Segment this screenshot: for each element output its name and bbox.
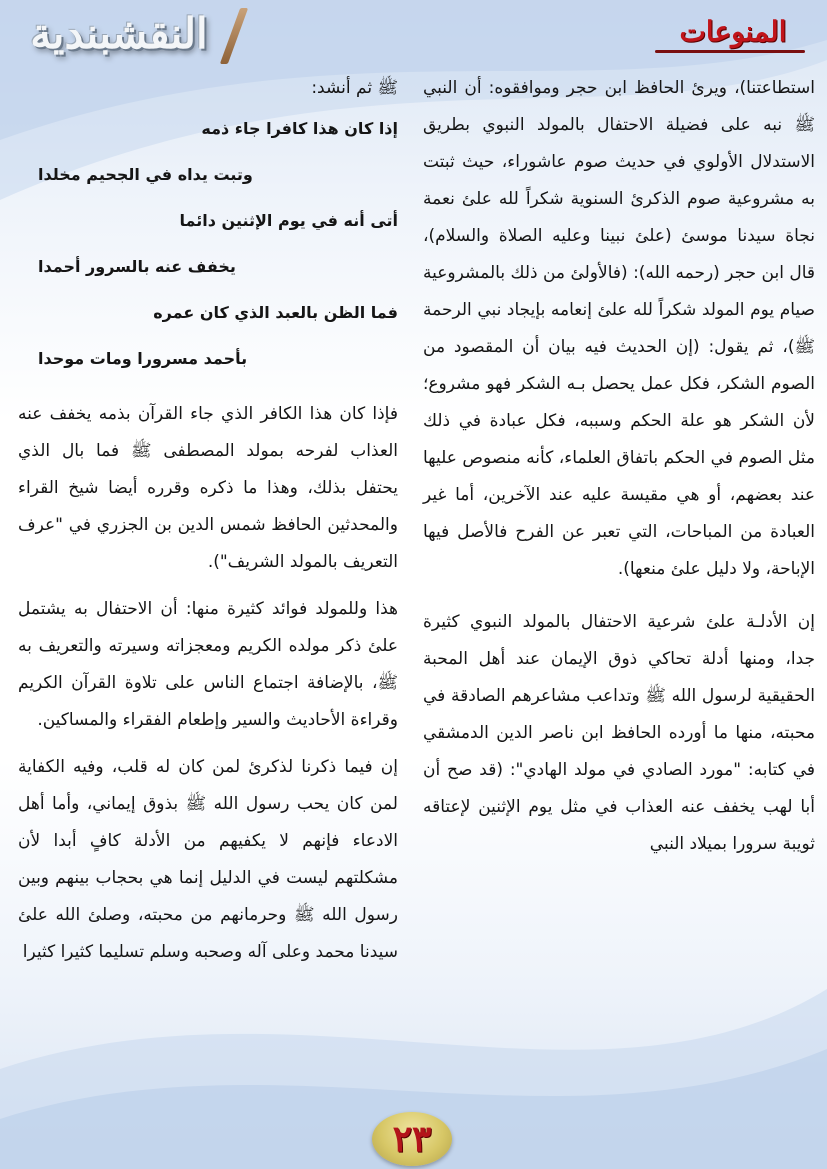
poem: [18, 106, 398, 382]
magazine-title: النقشبندية: [30, 9, 208, 58]
article-paragraph: هذا وللمولد فوائد كثيرة منها: أن الاحتفال به يشتمل علئ ذكر مولده الكريم ومعجزاته وسيرته والتعريف به ﷺ، بالإضافة اجتماع الناس على تلاوة القرآن الكريم وقراءة الأحاديث والسير وإطعام الفقراء والمساكين.: [18, 599, 398, 730]
article-paragraph: استطاعتنا)، ويرئ الحافظ ابن حجر وموافقوه: أن النبي ﷺ نبه على فضيلة الاحتفال بالمولد النبوي بطريق الاستدلال الأولوي في حديث صوم عاشوراء، حيث ثبتت به مشروعية صوم الذكرئ السنوية شكراً لله علئ نعمة نجاة سيدنا موسئ (علئ نبينا وعليه الصلاة والسلام)، قال ابن حجر (رحمه الله): (فالأولئ من ذلك بالمشروعية صيام يوم المولد شكراً لله علئ إنعامه بإيجاد نبي الرحمة ﷺ)، ثم يقول: (إن الحديث فيه بيان أن المقصود من الصوم الشكر، فكل عمل يحصل بـه الشكر فهو مشروع؛ لأن الشكر هو علة الحكم وسببه، فكل عبادة في ذلك مثل الصوم في الحكم باتفاق العلماء، كأنه منصوص عليها عند بعضهم، أو هي مقيسة عليه عند الآخرين، أما غير العبادة من المباحات، التي تعبر عن الفرح فالأصل فيها الإباحة، ولا دليل علئ منعها).: [423, 78, 815, 579]
article-paragraph: إن الأدلـة علئ شرعية الاحتفال بالمولد النبوي كثيرة جدا، ومنها أدلة تحاكي ذوق الإيمان عند أهل المحبة الحقيقية لرسول الله ﷺ وتداعب مشاعرهم الصادقة في محبته، منها ما أورده الحافظ ابن ناصر الدين الدمشقي في كتابه: "مورد الصادي في مولد الهادي": (قد صح أن أبا لهب يخفف عنه العذاب في مثل يوم الإثنين لإعتاقه ثويبة سرورا بميلاد النبي: [423, 612, 815, 854]
article-paragraph: إن فيما ذكرنا لذكرئ لمن كان له قلب، وفيه الكفاية لمن كان يحب رسول الله ﷺ بذوق إيماني، وأما أهل الادعاء فإنهم لا يكفيهم من الأدلة كافٍ أبدا لأن مشكلتهم ليست في الدليل إنما هي بحجاب بينهم وبين رسول الله ﷺ وحرمانهم من محبته، وصلئ الله علئ سيدنا محمد وعلى آله وصحبه وسلم تسليما كثيرا كثيرا: [18, 757, 398, 962]
article-column-right: [423, 70, 815, 863]
section-banner: [653, 12, 813, 56]
article-paragraph: فإذا كان هذا الكافر الذي جاء القرآن بذمه يخفف عنه العذاب لفرحه بمولد المصطفى ﷺ فما بال الذي يحتفل بذلك، وهذا ما ذكره وقرره أيضا شيخ القراء والمحدثين الحافظ شمس الدين بن الجزري في "عرف التعريف بالمولد الشريف").: [18, 404, 398, 572]
poem-verse: فما الظن بالعبد الذي كان عمره: [153, 303, 398, 322]
poem-intro: ﷺ ثم أنشد:: [311, 78, 398, 98]
poem-verse: يخفف عنه بالسرور أحمدا: [38, 257, 236, 276]
poem-verse: بأحمد مسرورا ومات موحدا: [38, 349, 248, 368]
poem-verse: إذا كان هذا كافرا جاء ذمه: [201, 119, 398, 138]
section-title: المنوعات: [679, 15, 787, 48]
poem-verse: وتبت يداه في الجحيم مخلدا: [38, 165, 253, 184]
magazine-banner: [0, 0, 300, 78]
slash-ornament: [220, 8, 248, 64]
page-number-badge: ٢٣: [372, 1112, 452, 1166]
article-column-left: [18, 70, 398, 971]
poem-verse: أتى أنه في يوم الإثنين دائما: [179, 211, 398, 230]
section-title-underline: [655, 50, 805, 53]
